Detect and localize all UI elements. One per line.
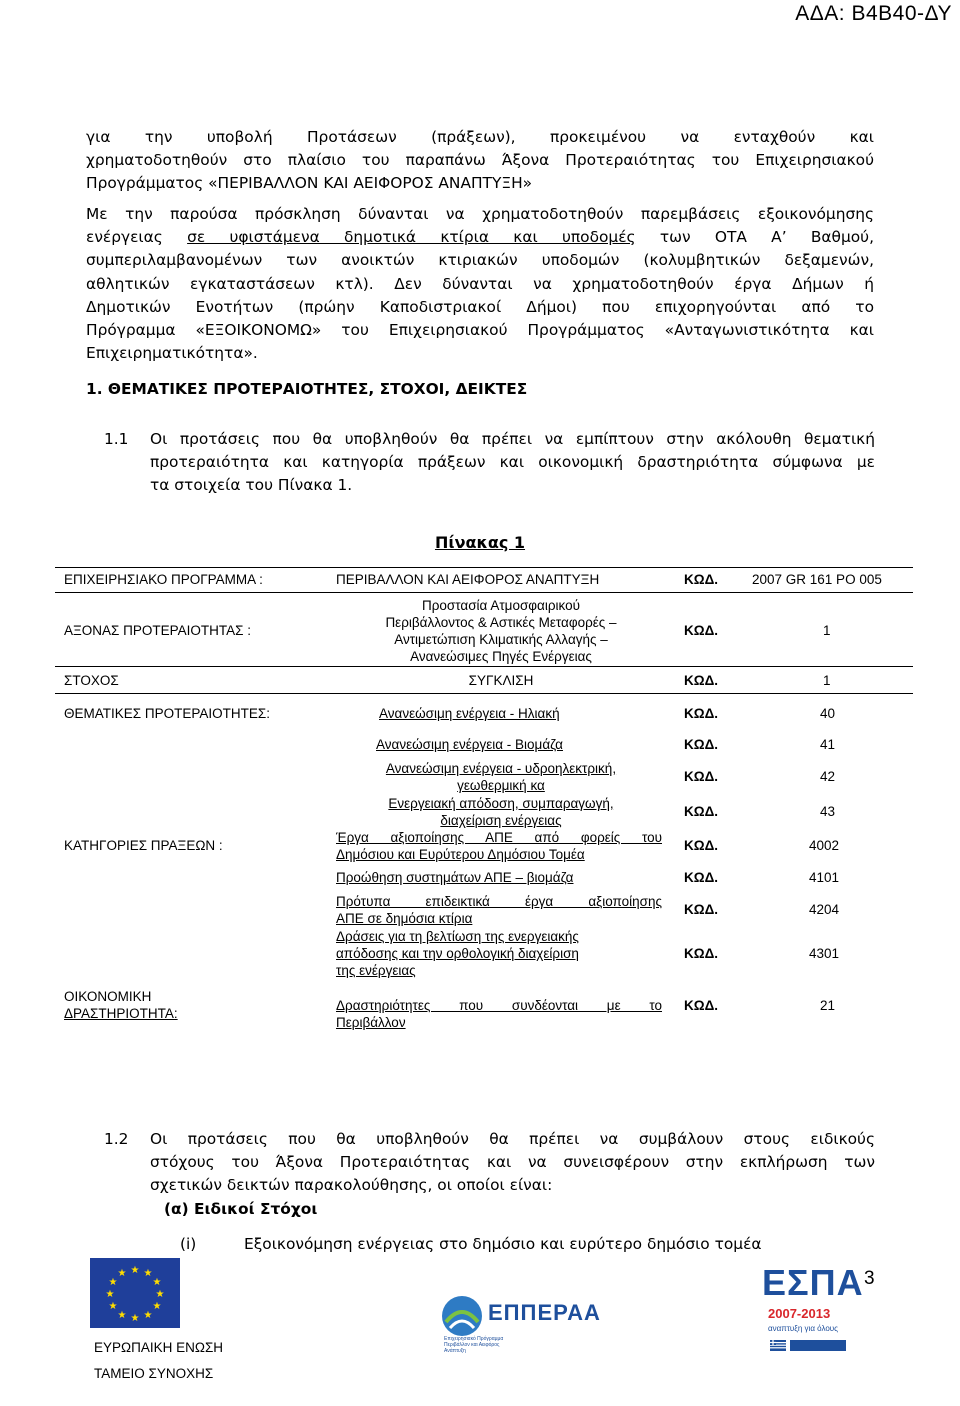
category-value-line: της ενέργειας [336, 963, 416, 978]
svg-text:★: ★ [143, 1310, 153, 1321]
theme-value: Ανανεώσιμη ενέργεια - Βιομάζα [376, 737, 563, 752]
category-code: 4301 [809, 946, 840, 961]
theme-value [336, 795, 666, 829]
theme-kod: ΚΩΔ. [684, 737, 719, 752]
epperaa-subtext-line: Ανάπτυξη [444, 1348, 466, 1354]
scope-line: αθλητικών εγκαταστάσεων κτλ). Δεν δύνανται να χρηματοδοτηθούν έργα Δήμων ή [86, 274, 874, 293]
subsection-1-2 [104, 1128, 874, 1200]
svg-text:★: ★ [130, 1265, 140, 1276]
svg-text:★: ★ [152, 1277, 162, 1288]
subsection-line: σχετικών δεικτών παρακολούθησης, οι οποίοι είναι: [150, 1176, 553, 1195]
svg-text:★: ★ [152, 1301, 162, 1312]
scope-line: Πρόγραμμα «ΕΞΟΙΚΟΝΟΜΩ» του Επιχειρησιακού Προγράμματος «Ανταγωνιστικότητα και [86, 321, 874, 340]
econ-label [64, 988, 178, 1022]
category-value-line: απόδοσης και την ορθολογική διαχείριση [336, 946, 579, 961]
goal-kod: ΚΩΔ. [684, 673, 719, 688]
goal-item-number: (i) [180, 1235, 197, 1253]
svg-text:★: ★ [117, 1268, 127, 1279]
category-value-line: ΑΠΕ σε δημόσια κτίρια [336, 911, 473, 926]
svg-text:★: ★ [155, 1289, 165, 1300]
fund-label: ΤΑΜΕΙΟ ΣΥΝΟΧΗΣ [94, 1366, 214, 1381]
espa-bar [790, 1340, 846, 1351]
ada-code: ΑΔΑ: Β4Β40-ΔΥ [795, 2, 952, 25]
econ-value-line: Περιβάλλον [336, 1015, 406, 1030]
intro-line: Προγράμματος «ΠΕΡΙΒΑΛΛΟΝ ΚΑΙ ΑΕΙΦΟΡΟΣ ΑΝΑΠΤΥΞΗ» [86, 174, 533, 193]
espa-years: 2007-2013 [768, 1306, 831, 1321]
subsection-line: Οι προτάσεις που θα υποβληθούν θα πρέπει να εμπίπτουν στην ακόλουθη θεματική [150, 430, 875, 448]
epperaa-logo [440, 1290, 601, 1354]
page-number: 3 [864, 1268, 875, 1289]
theme-value-line: διαχείριση ενέργειας [440, 813, 562, 828]
table-rule [55, 666, 913, 667]
category-kod: ΚΩΔ. [684, 902, 719, 917]
subsection-line: τα στοιχεία του Πίνακα 1. [150, 476, 353, 495]
svg-text:★: ★ [130, 1313, 140, 1324]
espa-text: ΕΣΠΑ [762, 1262, 864, 1303]
category-kod: ΚΩΔ. [684, 870, 719, 885]
subsection-line: στόχους του Άξονα Προτεραιότητας και να συνεισφέρουν στην εκπλήρωση των [150, 1153, 875, 1172]
category-value [336, 829, 662, 863]
theme-code: 43 [820, 804, 836, 819]
theme-code: 42 [820, 769, 836, 784]
table-title: Πίνακας 1 [434, 533, 526, 552]
category-value [336, 928, 662, 979]
subsection-line: προτεραιότητα και κατηγορία πράξεων και οικονομική δραστηριότητα σύμφωνα με [150, 453, 875, 472]
svg-text:★: ★ [117, 1310, 127, 1321]
theme-value-line: γεωθερμική κα [457, 778, 545, 793]
op-label: ΕΠΙΧΕΙΡΗΣΙΑΚΟ ΠΡΟΓΡΑΜΜΑ : [64, 572, 263, 587]
theme-kod: ΚΩΔ. [684, 769, 719, 784]
table-rule [55, 592, 913, 593]
category-code: 4101 [809, 870, 840, 885]
scope-line: συμπεριλαμβανομένων των ανοικτών κτιριακών υποδομών (κολυμβητικών δεξαμενών, [86, 251, 874, 270]
epperaa-text: ΕΠΠΕΡΑΑ [488, 1300, 601, 1325]
axis-value [336, 597, 666, 665]
epperaa-subtext [444, 1336, 503, 1354]
epperaa-subtext-line: Περιβάλλον και Αειφόρος [444, 1342, 500, 1348]
op-kod: ΚΩΔ. [684, 572, 719, 587]
goal-label: ΣΤΟΧΟΣ [64, 673, 119, 688]
goal-item-text: Εξοικονόμηση ενέργειας στο δημόσιο και ευρύτερο δημόσιο τομέα [244, 1235, 762, 1253]
econ-value [336, 997, 662, 1031]
econ-label-line: ΔΡΑΣΤΗΡΙΟΤΗΤΑ: [64, 1006, 178, 1021]
category-value-line: Δημόσιου και Ευρύτερου Δημόσιου Τομέα [336, 847, 585, 862]
intro-line: χρηματοδοτηθούν στο πλαίσιο του παραπάνω Άξονα Προτεραιότητας του Επιχειρησιακού [86, 151, 874, 170]
subsection-number: 1.2 [104, 1130, 129, 1148]
subsection-line: Οι προτάσεις που θα υποβληθούν θα πρέπει να συμβάλουν στους ειδικούς [150, 1130, 875, 1148]
theme-kod: ΚΩΔ. [684, 706, 719, 721]
theme-code: 41 [820, 737, 836, 752]
category-kod: ΚΩΔ. [684, 838, 719, 853]
svg-text:★: ★ [108, 1277, 118, 1288]
eu-flag-logo [90, 1258, 180, 1328]
category-code: 4002 [809, 838, 840, 853]
scope-line: Με την παρούσα πρόσκληση δύνανται να χρηματοδοτηθούν παρεμβάσεις εξοικονόμησης [86, 205, 874, 223]
category-label: ΚΑΤΗΓΟΡΙΕΣ ΠΡΑΞΕΩΝ : [64, 838, 223, 853]
axis-value-line: Περιβάλλοντος & Αστικές Μεταφορές – [385, 615, 617, 630]
axis-value-line: Ανανεώσιμες Πηγές Ενέργειας [410, 649, 592, 664]
table-rule [55, 693, 913, 694]
econ-label-line: ΟΙΚΟΝΟΜΙΚΗ [64, 989, 152, 1004]
op-code: 2007 GR 161 PO 005 [752, 572, 882, 587]
category-value-line: Δράσεις για τη βελτίωση της ενεργειακής [336, 929, 579, 944]
eu-label: ΕΥΡΩΠΑΙΚΗ ΕΝΩΣΗ [94, 1340, 224, 1355]
category-value [336, 893, 662, 927]
theme-value-line: Ενεργειακή απόδοση, συμπαραγωγή, [388, 796, 614, 811]
greek-flag-icon [770, 1340, 786, 1351]
theme-value: Ανανεώσιμη ενέργεια - Ηλιακή [379, 706, 560, 721]
scope-text: ενέργειας [86, 228, 188, 247]
theme-kod: ΚΩΔ. [684, 804, 719, 819]
section-heading: 1. ΘΕΜΑΤΙΚΕΣ ΠΡΟΤΕΡΑΙΟΤΗΤΕΣ, ΣΤΟΧΟΙ, ΔΕΙΚΤΕΣ [86, 380, 528, 398]
category-value: Προώθηση συστημάτων ΑΠΕ – βιομάζα [336, 870, 574, 885]
econ-code: 21 [820, 998, 836, 1013]
scope-line: Δημοτικών Ενοτήτων (πρώην Καποδιστριακοί Δήμοι) που επιχορηγούνται από το [86, 297, 874, 316]
theme-code: 40 [820, 706, 836, 721]
category-code: 4204 [809, 902, 840, 917]
scope-text: των ΟΤΑ Α’ Βαθμού, [635, 228, 874, 247]
theme-value-line: Ανανεώσιμη ενέργεια - υδροηλεκτρική, [385, 761, 617, 776]
axis-code: 1 [823, 623, 831, 638]
intro-line: για την υποβολή Προτάσεων (πράξεων), προκειμένου να ενταχθούν και [86, 128, 874, 146]
theme-value [336, 760, 666, 794]
subsection-number: 1.1 [104, 430, 129, 448]
category-value-line: Πρότυπα επιδεικτικά έργα αξιοποίησης [336, 894, 662, 909]
econ-kod: ΚΩΔ. [684, 998, 719, 1013]
category-kod: ΚΩΔ. [684, 946, 719, 961]
theme-label: ΘΕΜΑΤΙΚΕΣ ΠΡΟΤΕΡΑΙΟΤΗΤΕΣ: [64, 706, 270, 721]
econ-value-line: Δραστηριότητες που συνδέονται με το [336, 998, 662, 1013]
scope-underlined-text: σε υφιστάμενα δημοτικά κτίρια και υποδομές [187, 228, 636, 247]
svg-text:★: ★ [143, 1268, 153, 1279]
axis-kod: ΚΩΔ. [684, 623, 719, 638]
scope-line: Επιχειρηματικότητα». [86, 344, 258, 363]
table-rule [55, 567, 913, 568]
svg-text:★: ★ [105, 1289, 115, 1300]
axis-value-line: Αντιμετώπιση Κλιματικής Αλλαγής – [394, 632, 608, 647]
svg-text:★: ★ [108, 1301, 118, 1312]
category-value-line: Έργα αξιοποίησης ΑΠΕ από φορείς του [336, 830, 662, 845]
axis-label: ΑΞΟΝΑΣ ΠΡΟΤΕΡΑΙΟΤΗΤΑΣ : [64, 623, 251, 638]
espa-tagline: αναπτυξη για όλους [768, 1324, 839, 1333]
specific-goals-heading: (α) Ειδικοί Στόχοι [164, 1200, 318, 1218]
espa-logo [762, 1262, 864, 1358]
epperaa-subtext-line: Επιχειρησιακό Πρόγραμμα [444, 1336, 504, 1342]
goal-value: ΣΥΓΚΛΙΣΗ [468, 673, 534, 688]
axis-value-line: Προστασία Ατμοσφαιρικού [421, 598, 581, 613]
op-value: ΠΕΡΙΒΑΛΛΟΝ ΚΑΙ ΑΕΙΦΟΡΟΣ ΑΝΑΠΤΥΞΗ [336, 572, 600, 587]
goal-code: 1 [823, 673, 831, 688]
